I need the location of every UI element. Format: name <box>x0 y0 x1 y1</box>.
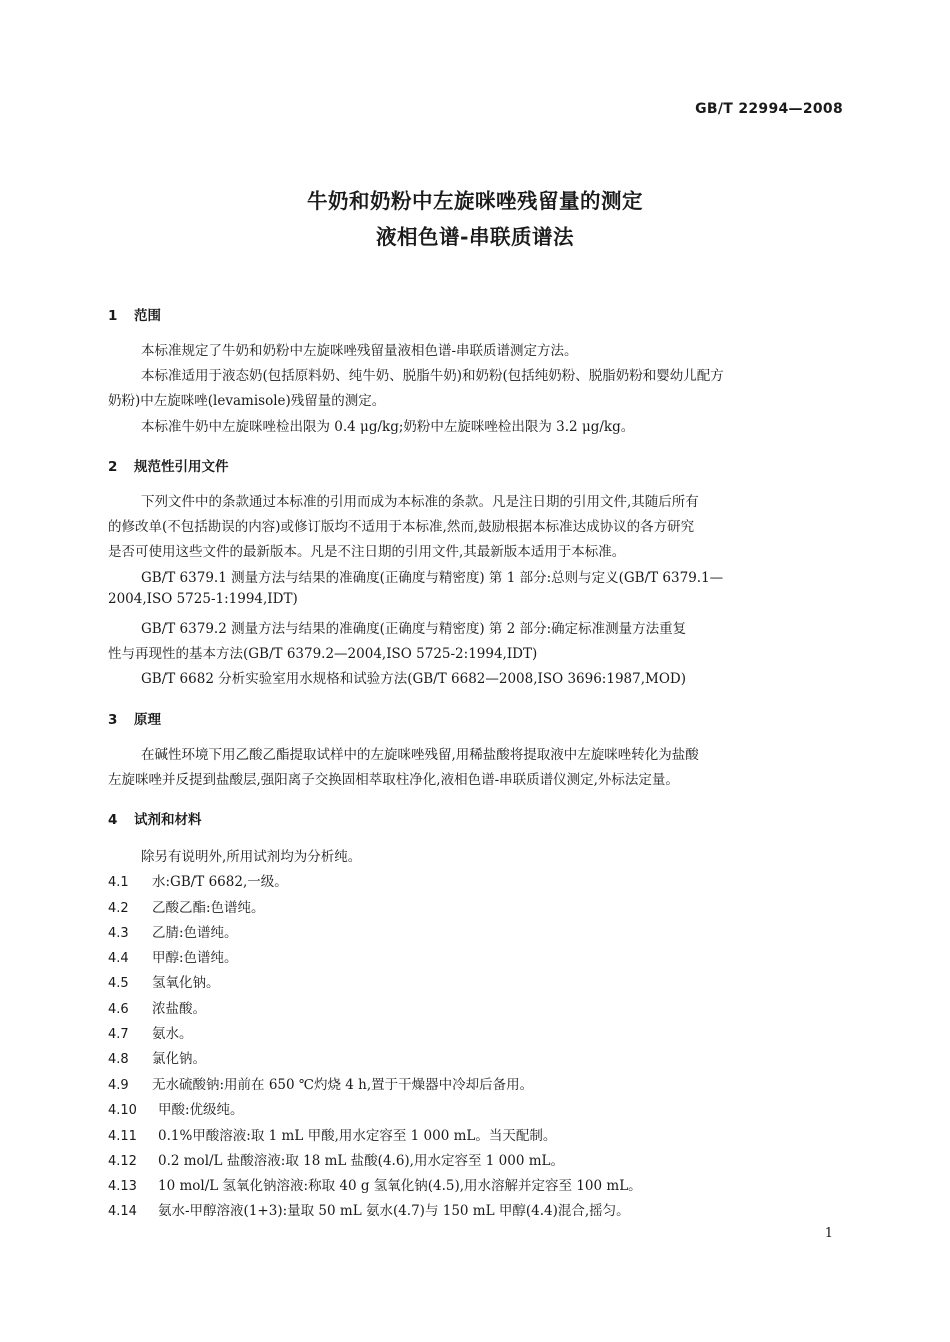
paragraph-continuation: 左旋咪唑并反提到盐酸层,强阳离子交换固相萃取柱净化,液相色谱-串联质谱仪测定,外标法定量。 <box>108 772 679 788</box>
paragraph: 本标准牛奶中左旋咪唑检出限为 0.4 μg/kg;奶粉中左旋咪唑检出限为 3.2 μg/kg。 <box>141 419 635 435</box>
reference-entry: GB/T 6682 分析实验室用水规格和试验方法(GB/T 6682—2008,ISO 3696:1987,MOD) <box>141 671 686 687</box>
paragraph: 本标准规定了牛奶和奶粉中左旋咪唑残留量液相色谱-串联质谱测定方法。 <box>141 343 578 359</box>
item-number: 4.3 <box>108 926 129 941</box>
item-number: 4.1 <box>108 875 129 890</box>
item-text: 甲酸:优级纯。 <box>158 1102 244 1118</box>
paragraph: 在碱性环境下用乙酸乙酯提取试样中的左旋咪唑残留,用稀盐酸将提取液中左旋咪唑转化为盐酸 <box>141 747 699 763</box>
section-number: 4 <box>108 812 118 828</box>
paragraph: 下列文件中的条款通过本标准的引用而成为本标准的条款。凡是注日期的引用文件,其随后所有 <box>141 494 699 510</box>
item-text: 氨水。 <box>152 1026 193 1042</box>
section-title: 规范性引用文件 <box>134 459 229 475</box>
reference-entry: GB/T 6379.2 测量方法与结果的准确度(正确度与精密度) 第 2 部分:确定标准测量方法重复 <box>141 621 687 637</box>
section-number: 1 <box>108 308 118 324</box>
item-number: 4.9 <box>108 1078 129 1093</box>
section-title: 原理 <box>134 712 161 728</box>
list-item <box>108 1174 642 1194</box>
item-text: 无水硫酸钠:用前在 650 ℃灼烧 4 h,置于干燥器中冷却后备用。 <box>152 1077 534 1093</box>
reference-entry-continuation: 2004,ISO 5725-1:1994,IDT) <box>108 591 298 607</box>
list-item <box>108 1098 244 1118</box>
list-item <box>108 946 238 966</box>
list-item <box>108 1149 564 1169</box>
reference-entry-continuation: 性与再现性的基本方法(GB/T 6379.2—2004,ISO 5725-2:1994,IDT) <box>108 646 538 662</box>
list-item <box>108 1022 193 1042</box>
reference-entry: GB/T 6379.1 测量方法与结果的准确度(正确度与精密度) 第 1 部分:总则与定义(GB/T 6379.1— <box>141 570 724 586</box>
list-item <box>108 1124 556 1144</box>
paragraph-continuation: 奶粉)中左旋咪唑(levamisole)残留量的测定。 <box>108 393 386 409</box>
item-text: 甲醇:色谱纯。 <box>152 950 238 966</box>
paragraph-continuation: 的修改单(不包括勘误的内容)或修订版均不适用于本标准,然而,鼓励根据本标准达成协议的各方研究 <box>108 519 695 535</box>
item-number: 4.5 <box>108 976 129 991</box>
item-text: 乙酸乙酯:色谱纯。 <box>152 900 265 916</box>
list-item <box>108 1199 630 1219</box>
section-heading-1 <box>108 304 161 324</box>
list-item <box>108 870 288 890</box>
item-number: 4.8 <box>108 1052 129 1067</box>
list-item <box>108 1047 206 1067</box>
list-item <box>108 971 220 991</box>
item-number: 4.13 <box>108 1179 137 1194</box>
item-number: 4.4 <box>108 951 129 966</box>
item-text: 氯化钠。 <box>152 1051 206 1067</box>
list-item <box>108 1073 533 1093</box>
paragraph-continuation: 是否可使用这些文件的最新版本。凡是不注日期的引用文件,其最新版本适用于本标准。 <box>108 544 626 560</box>
item-text: 乙腈:色谱纯。 <box>152 925 238 941</box>
section-number: 3 <box>108 712 118 728</box>
item-text: 0.1%甲酸溶液:取 1 mL 甲酸,用水定容至 1 000 mL。当天配制。 <box>158 1128 557 1144</box>
list-item <box>108 997 206 1017</box>
section-number: 2 <box>108 459 118 475</box>
item-text: 10 mol/L 氢氧化钠溶液:称取 40 g 氢氧化钠(4.5),用水溶解并定容至 100 mL。 <box>158 1178 642 1194</box>
section-title: 试剂和材料 <box>134 812 202 828</box>
section-heading-2 <box>108 455 229 475</box>
section-title: 范围 <box>134 308 161 324</box>
standard-number: GB/T 22994—2008 <box>695 101 843 117</box>
paragraph: 本标准适用于液态奶(包括原料奶、纯牛奶、脱脂牛奶)和奶粉(包括纯奶粉、脱脂奶粉和婴幼儿配方 <box>141 368 724 384</box>
item-text: 氨水-甲醇溶液(1+3):量取 50 mL 氨水(4.7)与 150 mL 甲醇(4.4)混合,摇匀。 <box>158 1203 630 1219</box>
list-item <box>108 921 238 941</box>
item-number: 4.12 <box>108 1154 137 1169</box>
item-number: 4.2 <box>108 901 129 916</box>
document-title: 牛奶和奶粉中左旋咪唑残留量的测定 <box>307 189 643 213</box>
page-number: 1 <box>824 1226 833 1241</box>
item-text: 浓盐酸。 <box>152 1001 206 1017</box>
item-number: 4.7 <box>108 1027 129 1042</box>
item-number: 4.14 <box>108 1204 137 1219</box>
list-item <box>108 896 265 916</box>
paragraph: 除另有说明外,所用试剂均为分析纯。 <box>141 849 362 865</box>
section-heading-3 <box>108 708 161 728</box>
item-text: 水:GB/T 6682,一级。 <box>152 874 288 890</box>
section-heading-4 <box>108 808 202 828</box>
item-number: 4.6 <box>108 1002 129 1017</box>
item-number: 4.10 <box>108 1103 137 1118</box>
item-number: 4.11 <box>108 1129 137 1144</box>
item-text: 0.2 mol/L 盐酸溶液:取 18 mL 盐酸(4.6),用水定容至 1 000 mL。 <box>158 1153 564 1169</box>
item-text: 氢氧化钠。 <box>152 975 220 991</box>
document-subtitle: 液相色谱-串联质谱法 <box>375 225 574 249</box>
